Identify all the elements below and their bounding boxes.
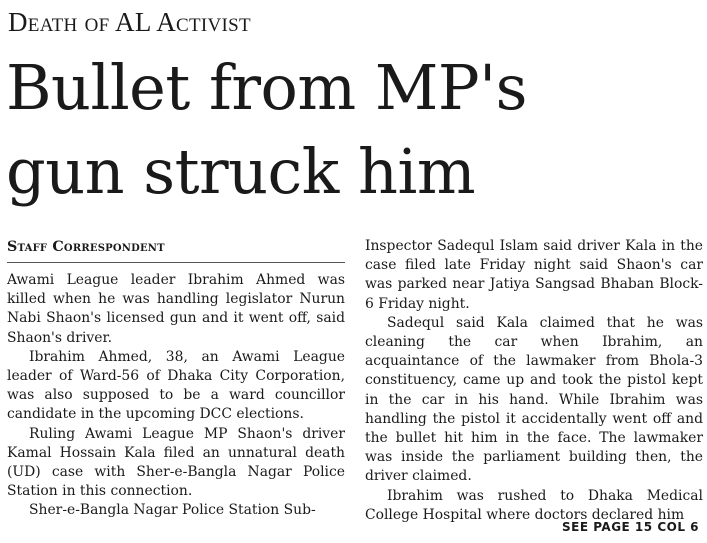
article-column-left xyxy=(7,238,345,521)
paragraph-5: Inspector Sadequl Islam said driver Kala in the case filed late Friday night said Shaon's car was parked near Jatiya Sangsad Bhaban Block-6 Friday night. xyxy=(365,238,703,312)
headline-line-2: gun struck him xyxy=(6,135,476,208)
kicker: Death of AL Activist xyxy=(8,7,251,37)
paragraph-6: Sadequl said Kala claimed that he was cleaning the car when Ibrahim, an acquaintance of the lawmaker from Bhola-3 constituency, came up and took the pistol kept in the car in his hand. While Ibrahim was handling the pistol it accidentally went off and the bullet hit him in the face. The lawmaker was inside the parliament building then, the driver claimed. xyxy=(365,314,703,485)
paragraph-4: Sher-e-Bangla Nagar Police Station Sub- xyxy=(29,502,316,519)
article-column-right xyxy=(365,237,703,525)
headline xyxy=(6,46,527,214)
headline-line-1: Bullet from MP's xyxy=(6,51,527,124)
byline: Staff Correspondent xyxy=(7,238,345,263)
continuation-note: SEE PAGE 15 COL 6 xyxy=(562,520,699,534)
paragraph-2: Ibrahim Ahmed, 38, an Awami League leader of Ward-56 of Dhaka City Corporation, was also supposed to be a ward councillor candidate in the upcoming DCC elections. xyxy=(7,348,345,423)
paragraph-3: Ruling Awami League MP Shaon's driver Kamal Hossain Kala filed an unnatural death (UD) case with Sher-e-Bangla Nagar Police Station in this connection. xyxy=(7,425,345,500)
paragraph-1: Awami League leader Ibrahim Ahmed was killed when he was handling legislator Nurun Nabi Shaon's licensed gun and it went off, said Shaon's driver. xyxy=(7,272,345,346)
paragraph-7: Ibrahim was rushed to Dhaka Medical College Hospital where doctors declared him xyxy=(365,487,703,523)
